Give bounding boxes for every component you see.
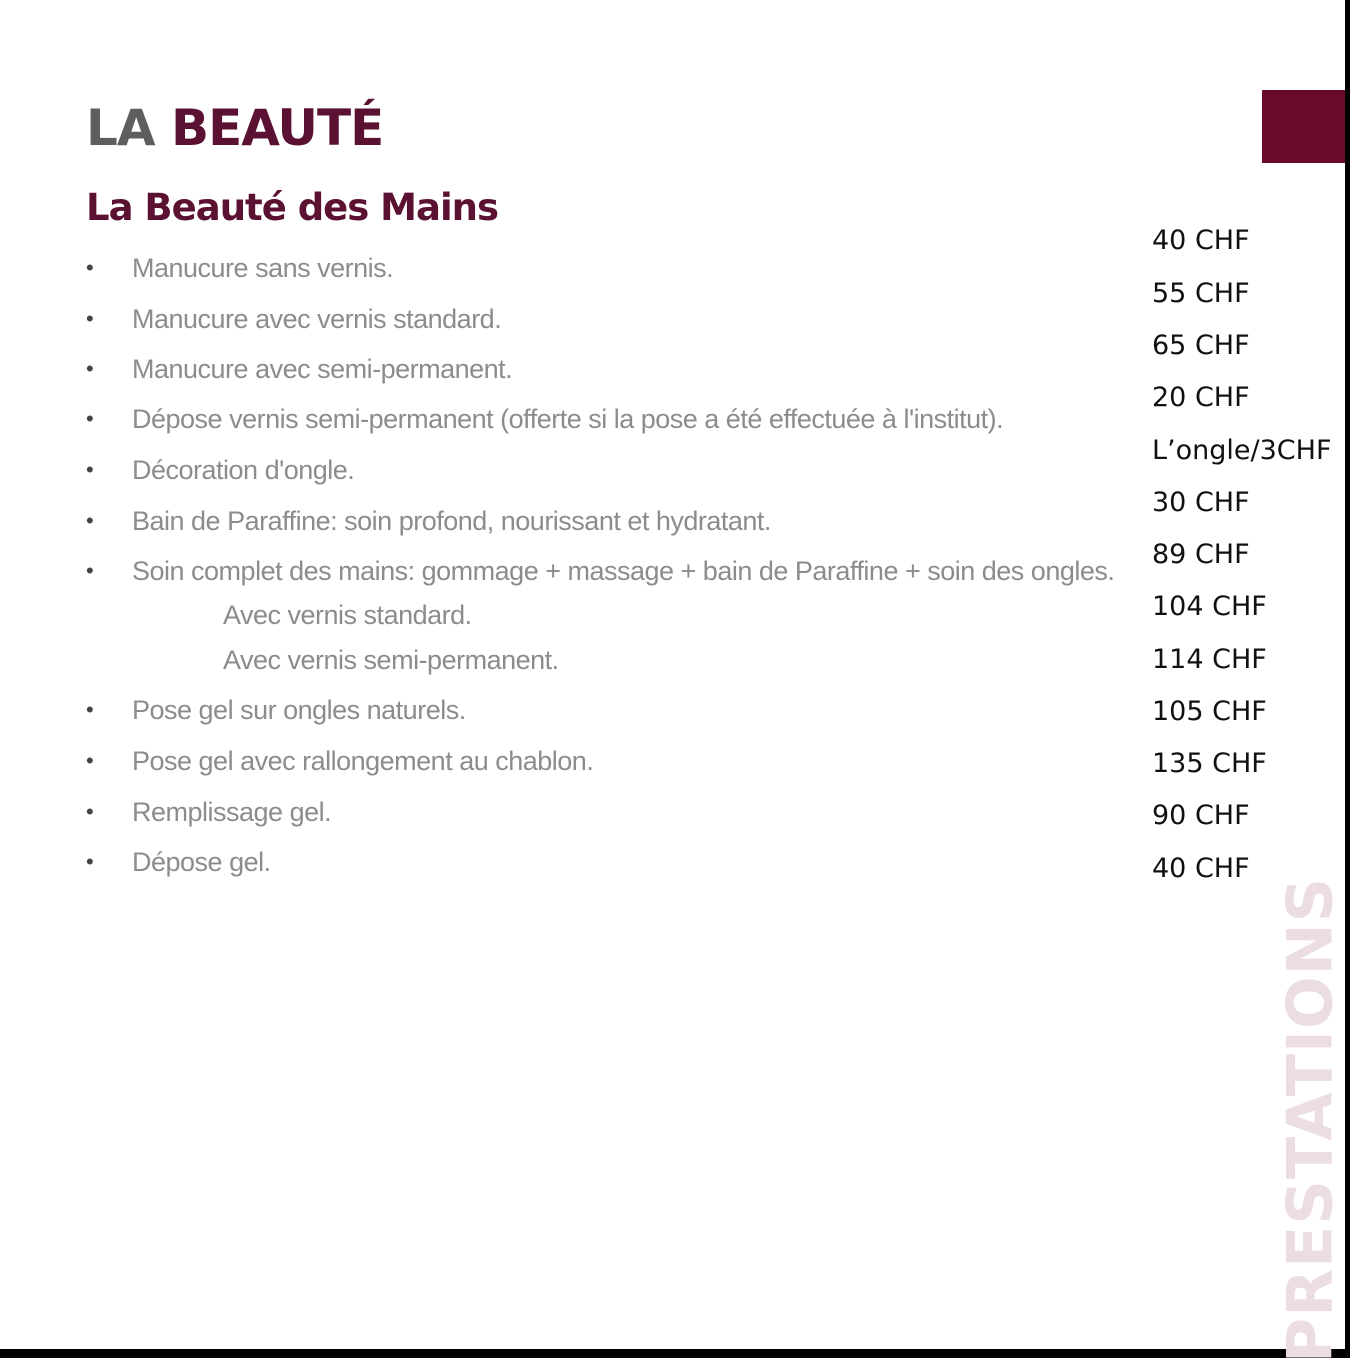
bullet: •	[86, 457, 94, 482]
service-label: Avec vernis semi-permanent.	[223, 645, 559, 675]
bullet: •	[86, 697, 94, 722]
price: L’ongle/3CHF	[1152, 435, 1332, 466]
price: 135 CHF	[1152, 748, 1267, 779]
service-label: Pose gel sur ongles naturels.	[132, 695, 466, 725]
bullet: •	[86, 748, 94, 773]
price: 40 CHF	[1152, 853, 1250, 884]
bullet: •	[86, 799, 94, 824]
bullet: •	[86, 306, 94, 331]
price: 30 CHF	[1152, 487, 1250, 518]
price: 104 CHF	[1152, 591, 1267, 622]
price: 20 CHF	[1152, 382, 1250, 413]
service-label: Avec vernis standard.	[223, 600, 472, 630]
bullet: •	[86, 558, 94, 583]
side-label: PRESTATIONS	[1273, 876, 1347, 1363]
bullet: •	[86, 508, 94, 533]
bullet: •	[86, 255, 94, 280]
service-label: Bain de Paraffine: soin profond, nourissant et hydratant.	[132, 506, 771, 536]
section-tab	[1262, 90, 1345, 163]
price: 89 CHF	[1152, 539, 1250, 570]
bullet: •	[86, 356, 94, 381]
service-label: Manucure sans vernis.	[132, 253, 394, 283]
service-label: Dépose vernis semi-permanent (offerte si la pose a été effectuée à l'institut).	[132, 404, 1004, 434]
service-label: Décoration d'ongle.	[132, 455, 355, 485]
page-title	[86, 96, 383, 160]
price: 114 CHF	[1152, 644, 1267, 675]
price: 105 CHF	[1152, 696, 1267, 727]
title-part-2: BEAUTÉ	[170, 99, 384, 157]
bullet: •	[86, 849, 94, 874]
bullet: •	[86, 406, 94, 431]
service-label: Dépose gel.	[132, 847, 271, 877]
price: 55 CHF	[1152, 278, 1250, 309]
service-label: Remplissage gel.	[132, 797, 332, 827]
price: 40 CHF	[1152, 225, 1250, 256]
price: 65 CHF	[1152, 330, 1250, 361]
title-part-1: LA	[86, 99, 155, 157]
service-label: Soin complet des mains: gommage + massage + bain de Paraffine + soin des ongles.	[132, 556, 1115, 586]
service-label: Manucure avec vernis standard.	[132, 304, 502, 334]
bottom-border	[0, 1349, 1350, 1358]
service-label: Manucure avec semi-permanent.	[132, 354, 513, 384]
price: 90 CHF	[1152, 800, 1250, 831]
service-label: Pose gel avec rallongement au chablon.	[132, 746, 594, 776]
section-title: La Beauté des Mains	[86, 186, 499, 229]
